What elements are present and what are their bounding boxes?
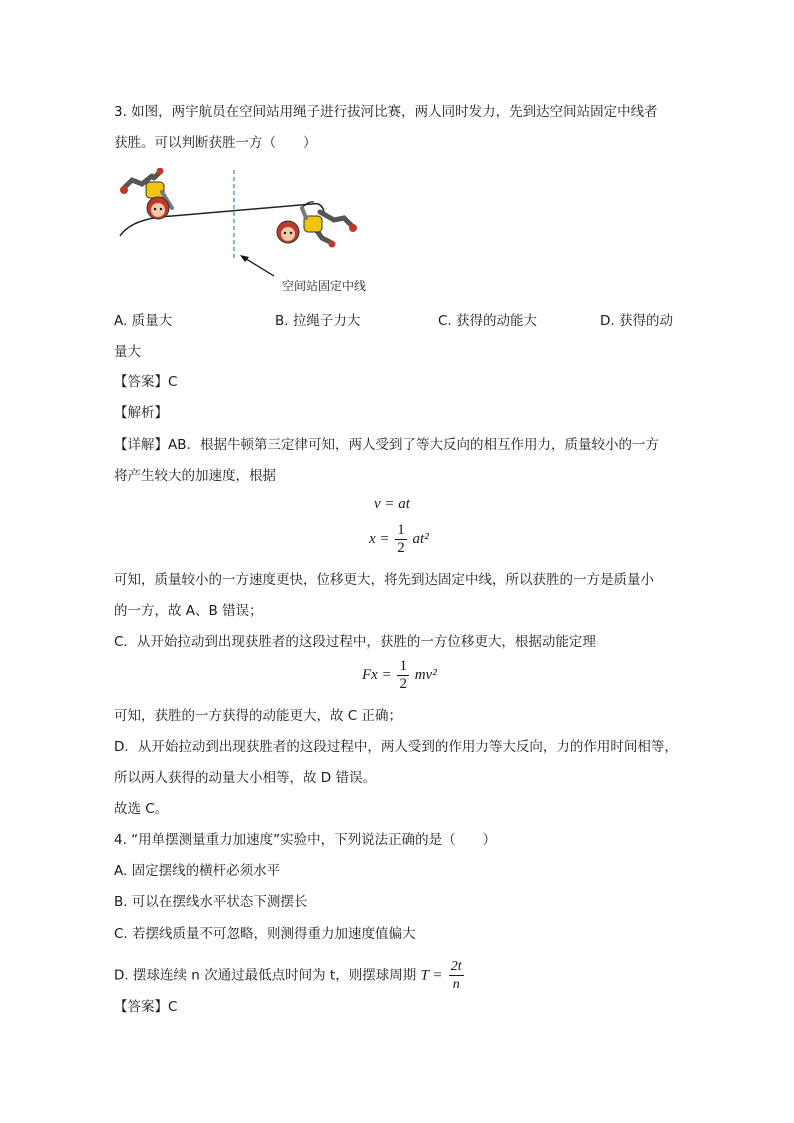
q3-detail-line5: C．从开始拉动到出现获胜者的这段过程中，获胜的一方位移更大，根据动能定理 [114,634,596,650]
q3-conclusion: 故选 C。 [114,801,169,817]
astronaut-right-icon [277,208,357,248]
q3-detail-line7: D．从开始拉动到出现获胜者的这段过程中，两人受到的作用力等大反向，力的作用时间相等， [114,739,678,755]
q4-stem: 4. “用单摆测量重力加速度”实验中，下列说法正确的是（ ） [114,832,497,848]
q3-analysis-label: 【解析】 [114,405,168,421]
q3-detail-line1: 【详解】AB．根据牛顿第三定律可知，两人受到了等大反向的相互作用力，质量较小的一方 [114,437,659,453]
q3-detail-line4: 的一方，故 A、B 错误； [114,603,263,619]
pointer-arrow [243,257,274,276]
equation-x: x = $\frac{1}{2}$ at² [369,522,429,556]
q4-option-a: A. 固定摆线的横杆必须水平 [114,863,281,879]
figure-caption: 空间站固定中线 [282,279,367,293]
q3-option-d: D. 获得的动 [600,313,673,329]
q3-detail-line2: 将产生较大的加速度，根据 [114,468,276,484]
astronaut-left-icon [120,168,172,219]
q3-detail-line3: 可知，质量较小的一方速度更快，位移更大，将先到达固定中线，所以获胜的一方是质量小 [114,572,654,588]
q3-option-d-cont: 量大 [114,344,141,360]
q3-detail-line8: 所以两人获得的动量大小相等，故 D 错误。 [114,770,376,786]
q4-option-c: C. 若摆线质量不可忽略，则测得重力加速度值偏大 [114,926,416,942]
q4-option-b: B. 可以在摆线水平状态下测摆长 [114,894,308,910]
q3-option-c: C. 获得的动能大 [438,313,538,329]
q3-answer: 【答案】C [114,374,178,390]
q3-stem-line1: 3. 如图，两宇航员在空间站用绳子进行拔河比赛，两人同时发力，先到达空间站固定中线者 [114,104,658,120]
q3-detail-line6: 可知，获胜的一方获得的动能更大，故 C 正确； [114,708,403,724]
equation-v-at: v = at [374,496,410,512]
equation-work-energy: Fx = $\frac{1}{2}$ mv² [362,658,437,692]
q3-stem-line2: 获胜。可以判断获胜一方（ ） [114,135,317,151]
q4-answer: 【答案】C [114,999,178,1015]
q3-option-b: B. 拉绳子力大 [275,313,361,329]
q4-option-d: D. 摆球连续 n 次通过最低点时间为 t，则摆球周期 T = $\frac{2t}{n}$ [114,959,462,992]
q3-option-a: A. 质量大 [114,313,173,329]
